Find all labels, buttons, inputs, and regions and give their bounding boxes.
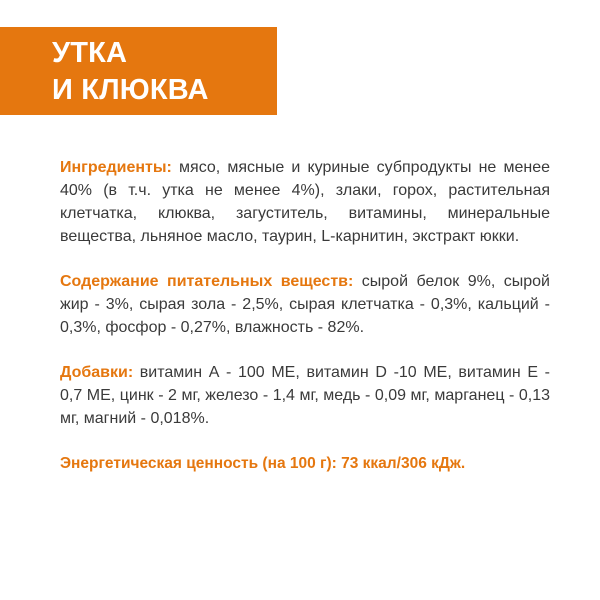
product-description [60, 156, 550, 497]
energy-value: Энергетическая ценность (на 100 г): 73 ккал/306 кДж. [60, 455, 466, 472]
product-title [52, 35, 209, 109]
ingredients-text: мясо, мясные и куриные субпродукты не менее 40% (в т.ч. утка не менее 4%), злаки, горох, растительная клетчатка, клюква, загуститель, витамины, минеральные вещества, льняное масло, таурин, L-карнитин, экстракт юкки. [60, 159, 550, 245]
nutrients-text: сырой белок 9%, сырой жир - 3%, сырая зола - 2,5%, сырая клетчатка - 0,3%, кальций - 0,3%, фосфор - 0,27%, влажность - 82%. [60, 273, 550, 336]
title-banner [0, 27, 277, 115]
additives-label: Добавки: [60, 364, 134, 381]
nutrients-section [60, 270, 550, 339]
additives-section [60, 361, 550, 430]
additives-text: витамин А - 100 МЕ, витамин D -10 МЕ, витамин Е - 0,7 МЕ, цинк - 2 мг, железо - 1,4 мг, медь - 0,09 мг, марганец - 0,13 мг, магний - 0,018%. [60, 364, 550, 427]
nutrients-label: Содержание питательных веществ: [60, 273, 354, 290]
ingredients-section [60, 156, 550, 248]
title-line-2: И КЛЮКВА [52, 74, 209, 106]
title-line-1: УТКА [52, 37, 128, 69]
ingredients-label: Ингредиенты: [60, 159, 172, 176]
